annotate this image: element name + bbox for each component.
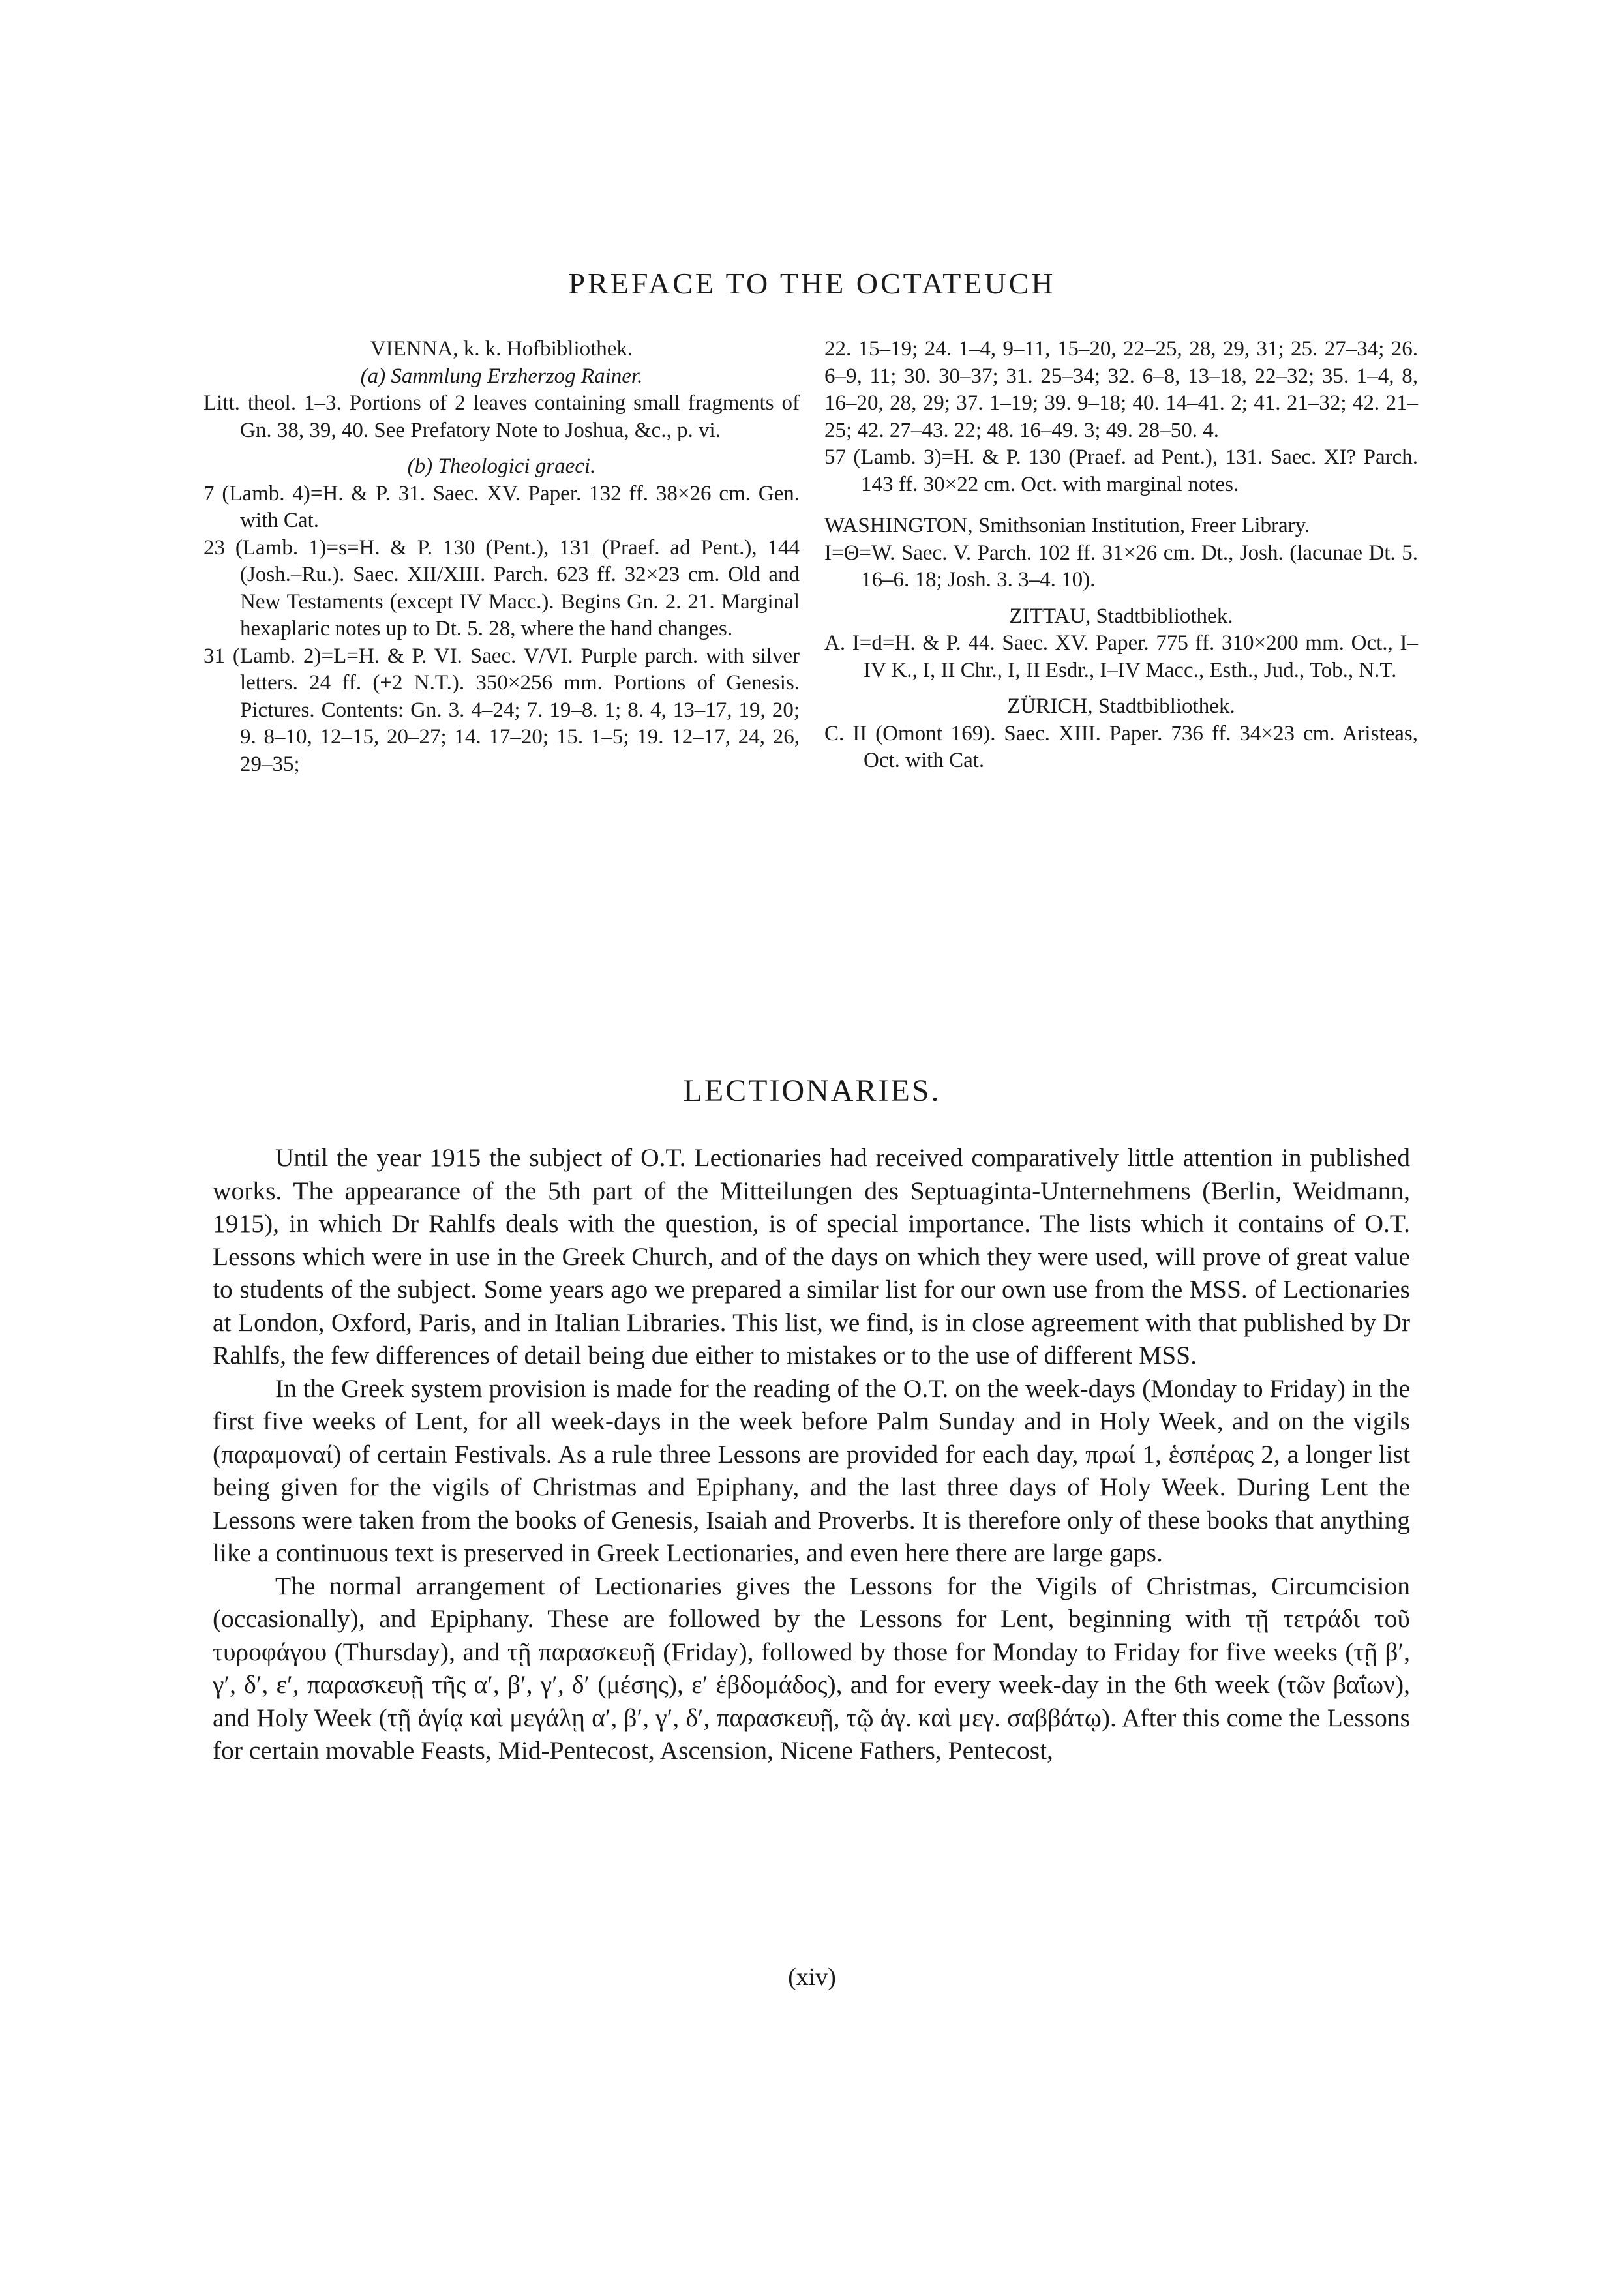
entry-litt-theol: Litt. theol. 1–3. Portions of 2 leaves containing small fragments of Gn. 38, 39, 40. See Prefatory Note to Joshua, &c., p. vi.	[203, 391, 800, 442]
entry-C: C. II (Omont 169). Saec. XIII. Paper. 736 ff. 34×23 cm. Aristeas, Oct. with Cat.	[824, 721, 1418, 772]
entry-7: 7 (Lamb. 4)=H. & P. 31. Saec. XV. Paper. 132 ff. 38×26 cm. Gen. with Cat.	[203, 481, 800, 532]
running-head: PREFACE TO THE OCTATEUCH	[568, 267, 1056, 300]
zurich-heading: ZÜRICH, Stadtbibliothek.	[1007, 695, 1235, 718]
entry-23: 23 (Lamb. 1)=s=H. & P. 130 (Pent.), 131 (Praef. ad Pent.), 144 (Josh.–Ru.). Saec. XII/XIII. Parch. 623 ff. 32×23 cm. Old and New Testaments (except IV Macc.). Begins Gn. 2. 21. Marginal hexaplaric notes up to Dt. 5. 28, where the hand changes.	[203, 535, 800, 640]
entry-I: I=Θ=W. Saec. V. Parch. 102 ff. 31×26 cm. Dt., Josh. (lacunae Dt. 5. 16–6. 18; Josh. 3. 3–4. 10).	[824, 541, 1418, 591]
entry-31-continued: 22. 15–19; 24. 1–4, 9–11, 15–20, 22–25, 28, 29, 31; 25. 27–34; 26. 6–9, 11; 30. 30–37; 31. 25–34; 32. 6–8, 13–18, 22–32; 35. 1–4, 8, 16–20, 28, 29; 37. 1–19; 39. 9–18; 40. 14–41. 2; 41. 21–32; 42. 21–25; 42. 27–43. 22; 48. 16–49. 3; 49. 28–50. 4.	[824, 337, 1418, 442]
entry-A: A. I=d=H. & P. 44. Saec. XV. Paper. 775 ff. 310×200 mm. Oct., I–IV K., I, II Chr., I, II Esdr., I–IV Macc., Esth., Jud., Tob., N.T.	[824, 631, 1418, 682]
entry-57: 57 (Lamb. 3)=H. & P. 130 (Praef. ad Pent.), 131. Saec. XI? Parch. 143 ff. 30×22 cm. Oct. with marginal notes.	[824, 445, 1418, 496]
page-number: (xiv)	[788, 1964, 836, 1991]
paragraph-3: The normal arrangement of Lectionaries gives the Lessons for the Vigils of Christmas, Circumcision (occasionally), and Epiphany. These are followed by the Lessons for Lent, beginning with τῇ τετράδι τοῦ τυροφάγου (Thursday), and τῇ παρασκευῇ (Friday), followed by those for Monday to Friday for five weeks (τῇ β′, γ′, δ′, ε′, παρασκευῇ τῆς α′, β′, γ′, δ′ (μέσης), ε′ ἑβδομάδος), and for every week-day in the 6th week (τῶν βαΐων), and Holy Week (τῇ ἁγίᾳ καὶ μεγάλῃ α′, β′, γ′, δ′, παρασκευῇ, τῷ ἁγ. καὶ μεγ. σαββάτῳ). After this come the Lessons for certain movable Feasts, Mid-Pentecost, Ascension, Nicene Fathers, Pentecost,	[213, 1571, 1410, 1765]
section-title-lectionaries: LECTIONARIES.	[683, 1073, 941, 1108]
subheading-b: (b) Theologici graeci.	[407, 455, 596, 478]
zittau-heading: ZITTAU, Stadtbibliothek.	[1009, 604, 1233, 628]
washington-heading: WASHINGTON, Smithsonian Institution, Freer Library.	[824, 514, 1310, 537]
right-column	[824, 336, 1418, 775]
subheading-a: (a) Sammlung Erzherzog Rainer.	[360, 364, 643, 388]
paragraph-1: Until the year 1915 the subject of O.T. Lectionaries had received comparatively little attention in published works. The appearance of the 5th part of the Mitteilungen des Septuaginta-Unternehmens (Berlin, Weidmann, 1915), in which Dr Rahlfs deals with the question, is of special importance. The lists which it contains of O.T. Lessons which were in use in the Greek Church, and of the days on which they were used, will prove of great value to students of the subject. Some years ago we prepared a similar list for our own use from the MSS. of Lectionaries at London, Oxford, Paris, and in Italian Libraries. This list, we find, is in close agreement with that published by Dr Rahlfs, the few differences of detail being due either to mistakes or to the use of different MSS.	[213, 1143, 1410, 1369]
entry-31: 31 (Lamb. 2)=L=H. & P. VI. Saec. V/VI. Purple parch. with silver letters. 24 ff. (+2 N.T.). 350×256 mm. Portions of Genesis. Pictures. Contents: Gn. 3. 4–24; 7. 19–8. 1; 8. 4, 13–17, 19, 20; 9. 8–10, 12–15, 20–27; 14. 17–20; 15. 1–5; 19. 12–17, 24, 26, 29–35;	[203, 644, 800, 776]
left-column	[203, 336, 800, 778]
vienna-heading: VIENNA, k. k. Hofbibliothek.	[370, 337, 633, 361]
lectionaries-body	[213, 1141, 1410, 1767]
paragraph-2: In the Greek system provision is made for the reading of the O.T. on the week-days (Monday to Friday) in the first five weeks of Lent, for all week-days in the week before Palm Sunday and in Holy Week, and on the vigils (παραμοναί) of certain Festivals. As a rule three Lessons are provided for each day, πρωί 1, ἑσπέρας 2, a longer list being given for the vigils of Christmas and Epiphany, and the last three days of Holy Week. During Lent the Lessons were taken from the books of Genesis, Isaiah and Proverbs. It is therefore only of these books that anything like a continuous text is preserved in Greek Lectionaries, and even here there are large gaps.	[213, 1373, 1410, 1567]
